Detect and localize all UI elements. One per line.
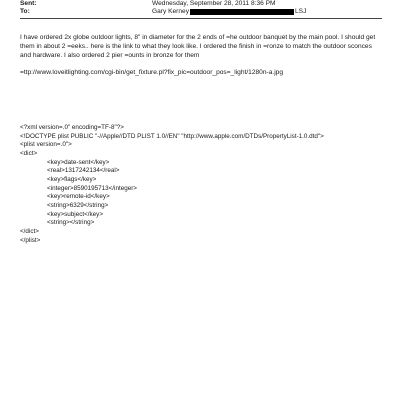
- xml-dict-open: <dict>: [20, 149, 38, 157]
- to-value: Gary Kerney: [152, 8, 190, 15]
- to-suffix: LSJ: [295, 8, 307, 15]
- xml-string-remote-id: <string>6329</string>: [47, 201, 109, 209]
- sent-label: Sent:: [20, 0, 37, 7]
- sent-value: Wednesday, September 28, 2011 8:36 PM: [152, 0, 276, 7]
- xml-plist-close: </plist>: [20, 236, 41, 244]
- xml-key-flags: <key>flags</key>: [47, 175, 97, 183]
- xml-key-remote-id: <key>remote-id</key>: [47, 193, 110, 201]
- sent-row: [20, 0, 390, 8]
- to-label: To:: [20, 8, 30, 15]
- message-paragraph: I have ordered 2x globe outdoor lights, 8" in diameter for the 2 ends of =he outdoor banquet by the main pool. I should get them in about 2 =eeks.. here is the link to what they look like. I ordered the finish in =ronze to match the outdoor sconces and hardware. I also ordered 2 pier =ounts in bronze for them: [20, 34, 376, 59]
- xml-real-value: <real>1317242134</real>: [47, 167, 120, 175]
- email-header: [20, 0, 390, 16]
- fixture-link: =ttp://www.loveitlighting.com/cgi-bin/get_fixture.pl?fix_pic=outdoor_pos=_light/1280n-a.jpg: [20, 69, 283, 76]
- xml-plist-open: <plist version=.0">: [20, 141, 72, 149]
- xml-integer-value: <integer>8590195713</integer>: [47, 184, 137, 192]
- xml-dict-close: </dict>: [20, 227, 39, 235]
- xml-string-subject: <string></string>: [47, 219, 95, 227]
- xml-declaration: <?xml version=.0" encoding=TF-8"?>: [20, 124, 124, 131]
- xml-key-subject: <key>subject</key>: [47, 210, 104, 218]
- header-separator: [20, 18, 382, 19]
- plist-xml: [20, 124, 324, 245]
- redaction-bar: [190, 9, 294, 15]
- xml-key-date-sent: <key>date-sent</key>: [47, 158, 110, 166]
- to-row: [20, 8, 390, 16]
- xml-doctype: <!DOCTYPE plist PUBLIC "-//Apple//DTD PLIST 1.0//EN" "http://www.apple.com/DTDs/PropertyList-1.0.dtd">: [20, 132, 324, 140]
